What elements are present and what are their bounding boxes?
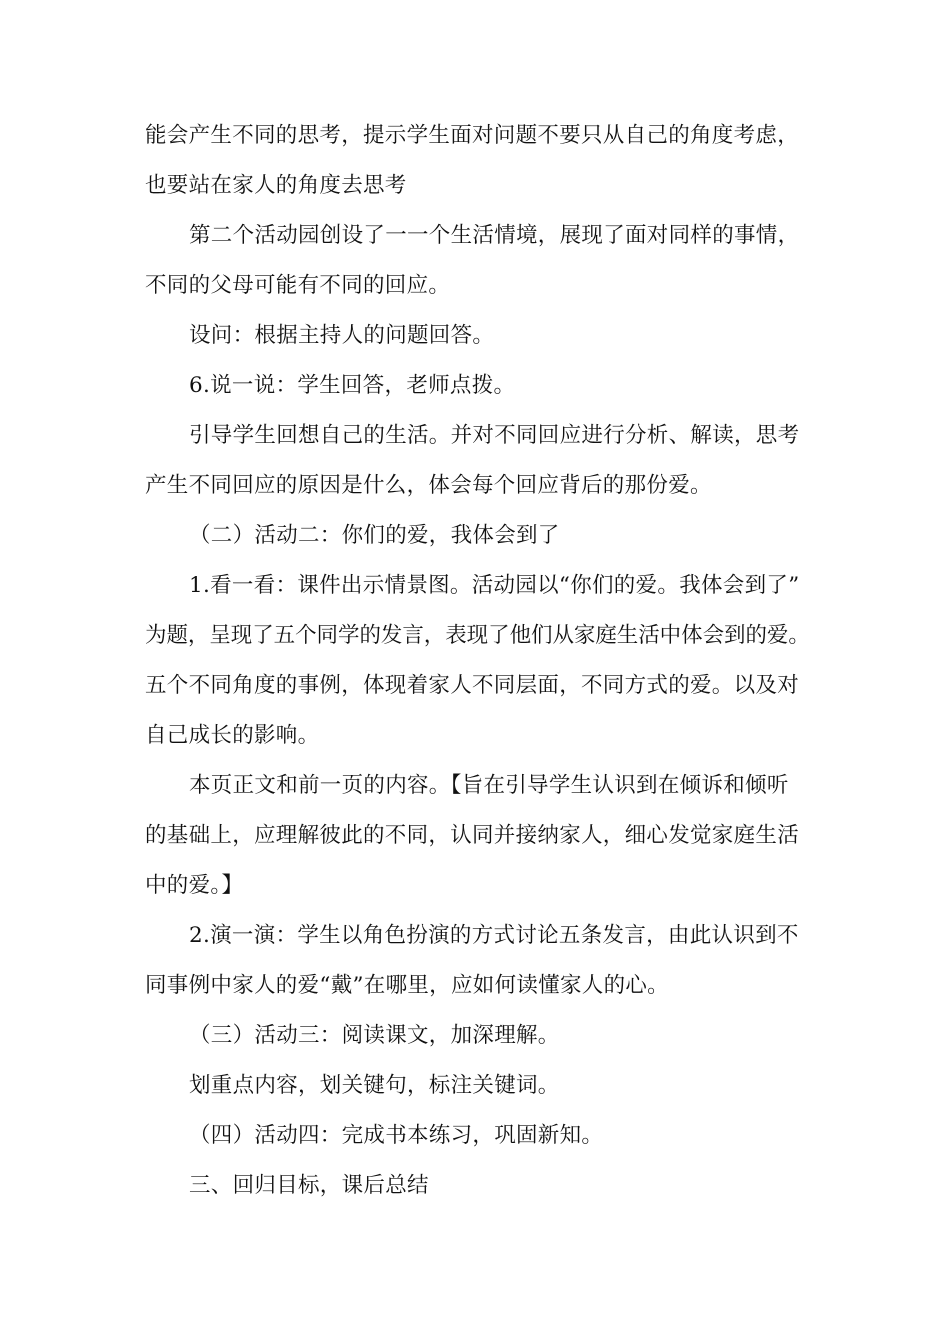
paragraph-start-line: 设问：根据主持人的问题回答。 xyxy=(189,323,495,348)
text-line: 自己成长的影响。 xyxy=(145,723,320,748)
section-heading: （四）活动四：完成书本练习，巩固新知。 xyxy=(189,1123,604,1148)
paragraph-start-line: 2.演一演：学生以角色扮演的方式讨论五条发言，由此认识到不 xyxy=(189,923,799,948)
text-line: 能会产生不同的思考，提示学生面对问题不要只从自己的角度考虑， xyxy=(145,123,800,148)
paragraph-start-line: 引导学生回想自己的生活。并对不同回应进行分析、解读，思考 xyxy=(189,423,800,448)
text-line: 的基础上，应理解彼此的不同，认同并接纳家人，细心发觉家庭生活 xyxy=(145,823,800,848)
paragraph-start-line: 本页正文和前一页的内容。【旨在引导学生认识到在倾诉和倾听 xyxy=(189,773,789,798)
text-line: 中的爱。】 xyxy=(145,873,244,898)
section-heading: （二）活动二：你们的爱，我体会到了 xyxy=(189,523,560,548)
text-line: 也要站在家人的角度去思考 xyxy=(145,173,407,198)
text-line: 不同的父母可能有不同的回应。 xyxy=(145,273,451,298)
paragraph-start-line: 6.说一说：学生回答，老师点拨。 xyxy=(189,373,516,398)
text-line: 为题，呈现了五个同学的发言，表现了他们从家庭生活中体会到的爱。 xyxy=(145,623,810,648)
section-heading: （三）活动三：阅读课文，加深理解。 xyxy=(189,1023,560,1048)
section-heading: 三、回归目标，课后总结 xyxy=(189,1173,429,1198)
paragraph-start-line: 第二个活动园创设了一一个生活情境，展现了面对同样的事情， xyxy=(189,223,800,248)
paragraph-start-line: 1.看一看：课件出示情景图。活动园以“你们的爱。我体会到了” xyxy=(189,573,800,598)
text-line: 五个不同角度的事例，体现着家人不同层面，不同方式的爱。以及对 xyxy=(145,673,800,698)
paragraph-start-line: 划重点内容，划关键句，标注关键词。 xyxy=(189,1073,560,1098)
text-line: 同事例中家人的爱“戴”在哪里，应如何读懂家人的心。 xyxy=(145,973,669,998)
text-line: 产生不同回应的原因是什么，体会每个回应背后的那份爱。 xyxy=(145,473,712,498)
